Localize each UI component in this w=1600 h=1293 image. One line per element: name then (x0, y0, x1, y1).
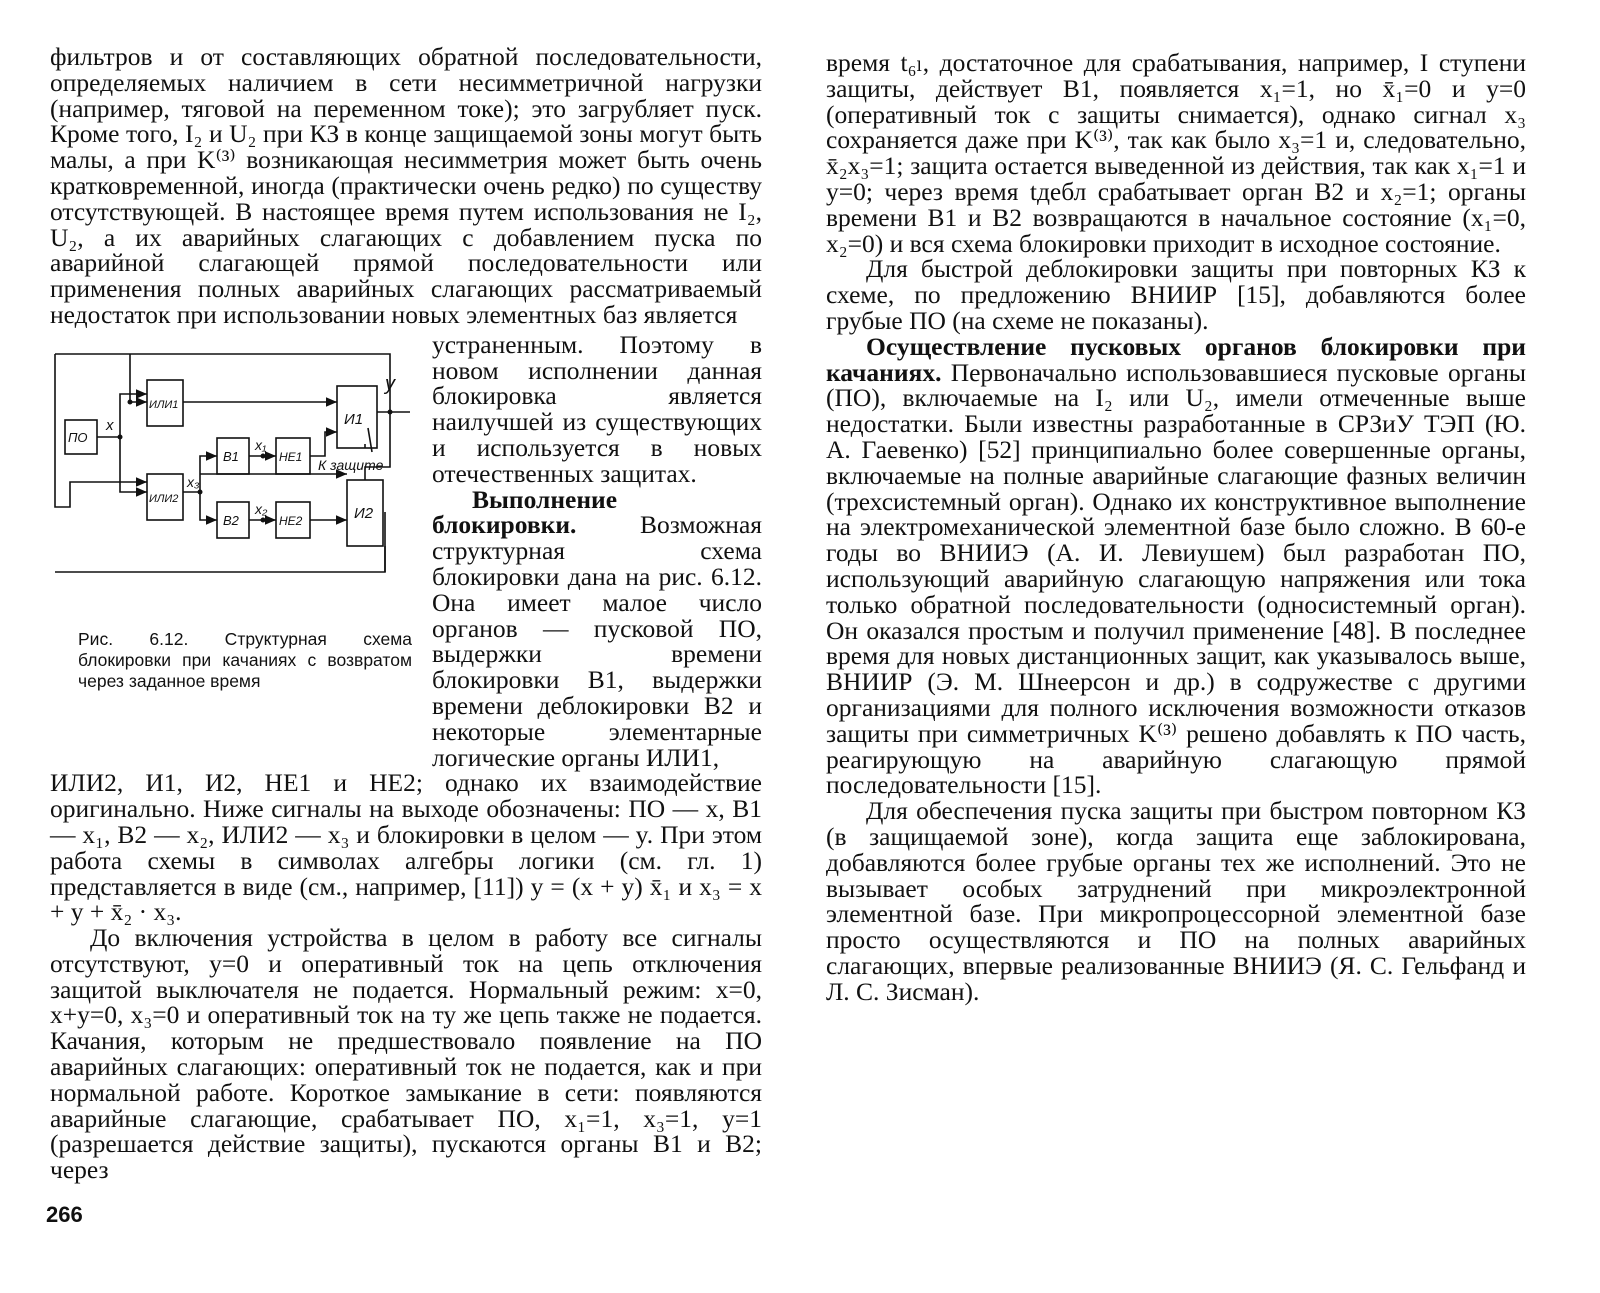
right-paragraph-3-body: Первоначально использовавшиеся пусковые органы (ПО), включаемые на I₂ или U₂, имели отмеченные выше недостатки. Были известны разработанные в СРЗиУ ТЭП (Ю. А. Гаевенко) [52] принципиально более совершенные органы, включаемые на полные аварийные слагающие фазных величин (трехсистемный орган). Однако их конструктивное выполнение на электромеханической элементной базе было сложно. В 60-е годы во ВНИИЭ (А. И. Левиушем) был разработан ПО, использующий аварийную слагающую напряжения или тока только обратной последовательности (односистемный орган). Он оказался простым и получил применение [48]. В последнее время для новых дистанционных защит, как указывалось выше, ВНИИР (Э. М. Шнеерсон и др.) в содружестве с другими организациями для полного исключения возможности отказов защиты при симметричных K⁽³⁾ решено добавлять к ПО часть, реагирующую на аварийную слагающую прямой последовательности [15]. (826, 357, 1527, 800)
po-label: ПО (68, 429, 88, 445)
or1-label: ИЛИ1 (149, 398, 179, 411)
x2-label: x₂ (255, 500, 268, 517)
right-column (826, 50, 1526, 1004)
left-paragraph-2-start: Возможная структурная схема блокировки дана на рис. 6.12. Она имеет малое число органов — пусковой ПО, выдержки времени блокировки B1, выдержки времени деблокировки B2 и некоторые элементарные логические органы ИЛИ1, (432, 510, 762, 772)
left-paragraph-2 (432, 484, 762, 772)
or2-label: ИЛИ2 (149, 492, 179, 505)
right-paragraph-1: время t₆ₗ, достаточное для срабатывания, например, I ступени защиты, действует B1, появляется x₁=1, но x̄₁=0 и y=0 (оперативный ток с защиты снимается), однако сигнал x₃ сохраняется даже при K⁽³⁾, так как было x₃=1 и, следовательно, x̄₂x₃=1; защита остается выведенной из действия, так как x₁=1 и y=0; через время tдебл срабатывает орган B2 и x₂=1; органы времени B1 и B2 возвращаются в начальное состояние (x₁=0, x₂=0) и вся схема блокировки приходит в исходное состояние. (826, 48, 1526, 258)
figure-caption: Рис. 6.12. Структурная схема блокировки при качаниях с возвратом через заданное время (78, 628, 412, 691)
x-label: x (106, 416, 114, 434)
outer-feedback-loop (55, 354, 130, 507)
figure-row (50, 329, 762, 772)
x3-label: x₃ (187, 473, 200, 490)
to-protection-label: К защите (318, 456, 384, 473)
ne2-label: НЕ2 (279, 513, 303, 528)
left-column (50, 44, 762, 1183)
ne1-label: НЕ1 (279, 449, 303, 464)
b2-label: В2 (223, 512, 239, 528)
section-heading-starting-organs: Осуществление пусковых органов блокировки при качаниях. (826, 331, 1526, 387)
right-paragraph-4: Для обеспечения пуска защиты при быстром повторном КЗ (в защищаемой зоне), когда защита еще заблокирована, добавляются более грубые органы тех же исполнений. Это не вызывает особых затруднений при микроэлектронной элементной базе. При микропроцессорной элементной базе просто осуществляются и ПО на полных аварийных слагающих, впервые реализованные ВНИИЭ (Я. С. Гельфанд и Л. С. Зисман). (826, 796, 1526, 1006)
left-paragraph-3: До включения устройства в целом в работу все сигналы отсутствуют, y=0 и оперативный ток на цепь отключения защитой выключателя не подается. Нормальный режим: x=0, x+y=0, x₃=0 и оперативный ток на ту же цепь также не подается. Качания, которым не предшествовало появление на ПО аварийных слагающих: оперативный ток не подается, как и при нормальной работе. Короткое замыкание в сети: появляются аварийные слагающие, срабатывает ПО, x₁=1, x₃=1, y=1 (разрешается действие защиты), пускаются органы B1 и B2; через (50, 923, 762, 1185)
figure-side-text (432, 329, 762, 772)
page-number: 266 (46, 1202, 83, 1227)
right-paragraph-3 (826, 331, 1527, 800)
left-paragraph-1: фильтров и от составляющих обратной последовательности, определяемых наличием в сети несимметричной нагрузки (например, тяговой на переменном токе); это загрубляет пуск. Кроме того, I₂ и U₂ при КЗ в конце защищаемой зоны могут быть малы, а при K⁽³⁾ возникающая несимметрия может быть очень кратковременной, иногда (практически очень редко) по существу отсутствующей. В настоящее время путем использования не I₂, U₂, а их аварийных слагающих с добавлением пуска по аварийной слагающей прямой последовательности или применения полных аварийных слагающих рассматриваемый недостаток при использовании новых элементных баз является (50, 42, 762, 329)
and2-label: И2 (354, 504, 374, 522)
x1-label: x₁ (255, 436, 267, 453)
block-diagram (50, 332, 422, 602)
figure-6-12 (50, 332, 422, 771)
b1-label: В1 (223, 448, 239, 464)
left-paragraph-1-cont: устраненным. Поэтому в новом исполнении данная блокировка является наилучшей из существующих и используется в новых отечественных защитах. (432, 329, 762, 488)
right-paragraph-2: Для быстрой деблокировки защиты при повторных КЗ к схеме, по предложению ВНИИР [15], добавляются более грубые ПО (на схеме не показаны). (826, 254, 1526, 335)
y-label: y (385, 372, 395, 395)
left-paragraph-2-end: ИЛИ2, И1, И2, НЕ1 и НЕ2; однако их взаимодействие оригинально. Ниже сигналы на выходе обозначены: ПО — x, B1 — x₁, B2 — x₂, ИЛИ2 — x₃ и блокировки в целом — y. При этом работа схемы в символах алгебры логики (см. гл. 1) представляется в виде (см., например, [11]) y = (x + y) x̄₁ и x₃ = x + y + x̄₂ · x₃. (50, 768, 762, 927)
and1-label: И1 (344, 410, 364, 428)
section-heading-execution: Выполнение блокировки. (432, 484, 618, 540)
